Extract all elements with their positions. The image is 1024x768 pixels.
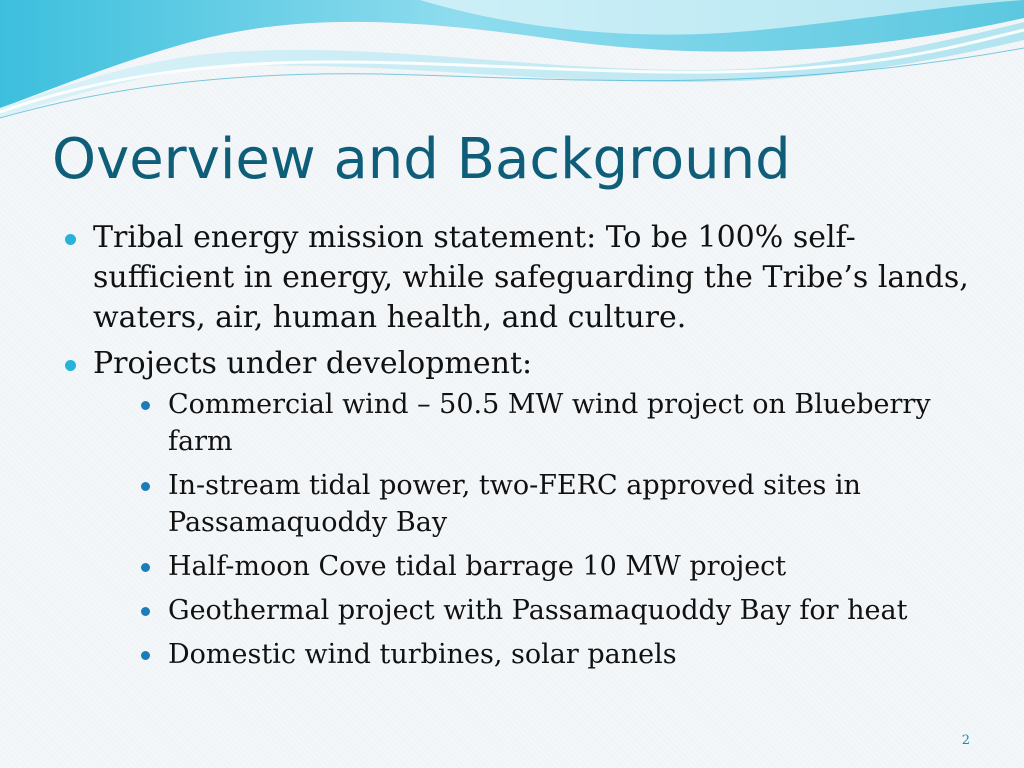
sub-list-item — [128, 386, 980, 460]
sub-bullet-list — [93, 386, 980, 673]
sub-bullet-text: Half-moon Cove tidal barrage 10 MW project — [168, 551, 787, 582]
sub-bullet-dot-icon — [141, 563, 150, 572]
bullet-text: Tribal energy mission statement: To be 100% self-sufficient in energy, while safeguarding the Tribe’s lands, waters, air, human health, and culture. — [93, 220, 969, 335]
sub-bullet-dot-icon — [141, 482, 150, 491]
sub-bullet-text: Commercial wind – 50.5 MW wind project on Blueberry farm — [168, 389, 931, 457]
bullet-list — [60, 218, 980, 673]
page-number: 2 — [961, 733, 970, 748]
sub-list-item — [128, 467, 980, 541]
slide-content — [60, 218, 980, 680]
sub-list-item — [128, 636, 980, 673]
sub-bullet-dot-icon — [141, 651, 150, 660]
list-item — [60, 344, 980, 673]
sub-bullet-dot-icon — [141, 607, 150, 616]
list-item — [60, 218, 980, 338]
bullet-dot-icon — [65, 360, 76, 371]
sub-bullet-dot-icon — [141, 401, 150, 410]
bullet-text: Projects under development: — [93, 346, 533, 381]
sub-bullet-text: Geothermal project with Passamaquoddy Bay for heat — [168, 595, 908, 626]
sub-list-item — [128, 548, 980, 585]
slide-title: Overview and Background — [52, 127, 791, 192]
sub-bullet-text: Domestic wind turbines, solar panels — [168, 639, 677, 670]
sub-bullet-text: In-stream tidal power, two-FERC approved sites in Passamaquoddy Bay — [168, 470, 861, 538]
sub-list-item — [128, 592, 980, 629]
bullet-dot-icon — [65, 234, 76, 245]
wave-header-decoration — [0, 0, 1024, 130]
